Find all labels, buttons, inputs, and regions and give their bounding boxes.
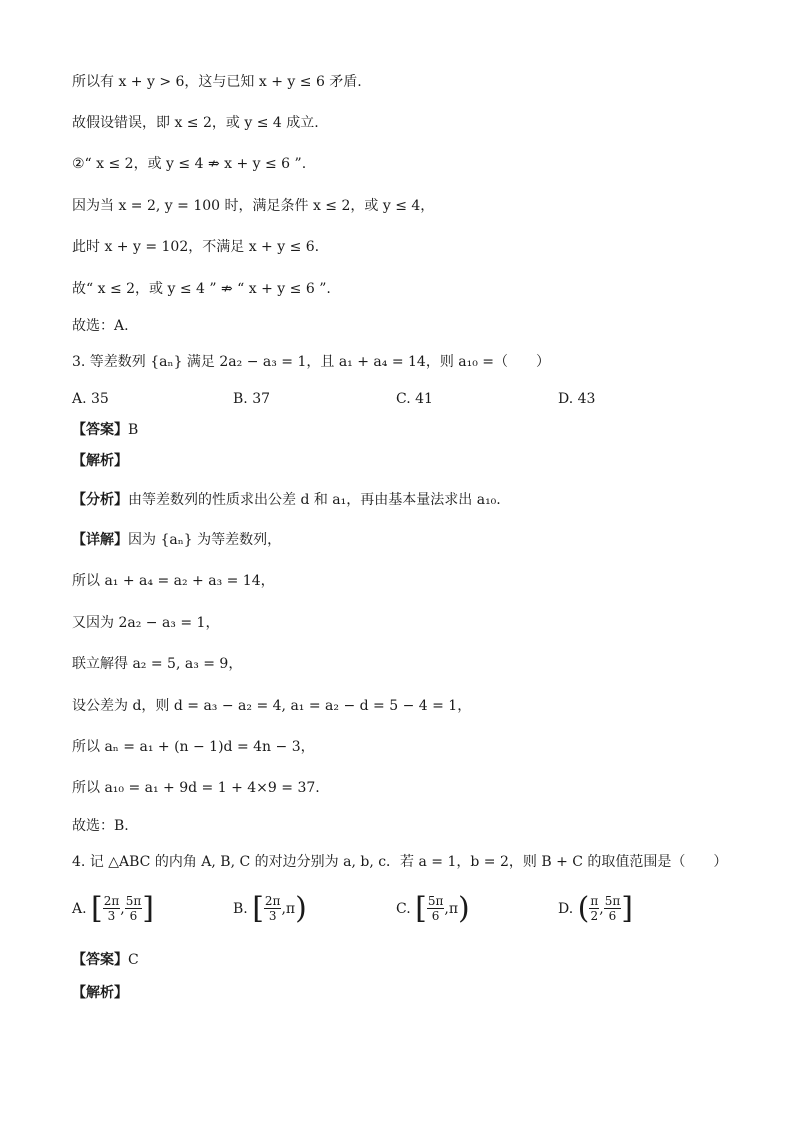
xiangjie-text: 因为 {aₙ} 为等差数列， <box>128 532 282 548</box>
frac-num: 2π <box>103 894 120 908</box>
frac-num: 2π <box>264 894 281 908</box>
q4-option-a <box>72 890 154 926</box>
question-4-stem: 4. 记 △ABC 的内角 A, B, C 的对边分别为 a, b, c．若 a = 1，b = 2，则 B + C 的取值范围是（ ） <box>72 854 728 870</box>
q3-option-b: B. 37 <box>233 391 271 407</box>
q3-answer <box>72 420 138 440</box>
option-label: A. <box>72 900 87 917</box>
analysis-tag: 【解析】 <box>72 453 128 469</box>
text-line: 此时 x + y = 102，不满足 x + y ≤ 6. <box>72 239 320 255</box>
frac-num: 5π <box>604 894 621 908</box>
frac-den: 3 <box>107 909 116 923</box>
solution-step: 所以 aₙ = a₁ + (n − 1)d = 4n − 3， <box>72 739 315 755</box>
bracket: ) <box>458 890 470 926</box>
q4-answer <box>72 950 139 970</box>
bracket: ] <box>621 890 633 926</box>
bracket: [ <box>252 890 264 926</box>
text-line: ②“ x ≤ 2，或 y ≤ 4 ⇏ x + y ≤ 6 ”. <box>72 156 307 172</box>
fenxi-tag: 【分析】 <box>72 492 128 508</box>
solution-step: 又因为 2a₂ − a₃ = 1， <box>72 615 220 631</box>
answer-tag: 【答案】 <box>72 952 128 968</box>
text-line: 故假设错误，即 x ≤ 2，或 y ≤ 4 成立. <box>72 115 319 131</box>
option-label: B. <box>233 900 248 917</box>
text-line: 所以有 x + y > 6，这与已知 x + y ≤ 6 矛盾. <box>72 74 362 90</box>
q3-fenxi <box>72 490 501 510</box>
frac-num: 5π <box>427 894 444 908</box>
text-line: 故选：A. <box>72 318 129 334</box>
frac-den: 6 <box>129 909 138 923</box>
frac-num: π <box>590 894 599 908</box>
question-3-stem: 3. 等差数列 {aₙ} 满足 2a₂ − a₃ = 1，且 a₁ + a₄ = 14，则 a₁₀ =（ ） <box>72 354 551 370</box>
q4-analysis-heading <box>72 983 128 1003</box>
q4-option-d <box>558 890 633 926</box>
q3-option-a: A. 35 <box>72 391 109 407</box>
q3-xiangjie <box>72 530 281 550</box>
frac-den: 6 <box>431 909 440 923</box>
bracket: ( <box>577 890 590 926</box>
q3-option-c: C. 41 <box>396 391 433 407</box>
solution-step: 所以 a₁ + a₄ = a₂ + a₃ = 14， <box>72 573 275 589</box>
solution-step: 联立解得 a₂ = 5, a₃ = 9， <box>72 656 243 672</box>
analysis-tag: 【解析】 <box>72 985 128 1001</box>
frac-den: 3 <box>268 909 277 923</box>
answer-value: B <box>128 422 139 438</box>
solution-step: 设公差为 d，则 d = a₃ − a₂ = 4, a₁ = a₂ − d = 5 − 4 = 1， <box>72 698 472 714</box>
sep: , <box>120 900 125 917</box>
sep: ,π <box>444 900 459 917</box>
option-label: D. <box>558 900 574 917</box>
q3-option-d: D. 43 <box>558 391 596 407</box>
xiangjie-tag: 【详解】 <box>72 532 128 548</box>
text-line: 因为当 x = 2, y = 100 时，满足条件 x ≤ 2，或 y ≤ 4， <box>72 198 435 214</box>
bracket: ) <box>295 890 307 926</box>
solution-step: 故选：B. <box>72 818 129 834</box>
frac-den: 6 <box>608 909 617 923</box>
text-line: 故“ x ≤ 2，或 y ≤ 4 ” ⇏ “ x + y ≤ 6 ”. <box>72 281 331 297</box>
option-label: C. <box>396 900 411 917</box>
bracket: [ <box>91 890 103 926</box>
solution-step: 所以 a₁₀ = a₁ + 9d = 1 + 4×9 = 37. <box>72 780 320 796</box>
sep: , <box>599 900 604 917</box>
q4-option-c <box>396 890 470 926</box>
bracket: [ <box>415 890 427 926</box>
frac-den: 2 <box>590 909 599 923</box>
sep: ,π <box>281 900 296 917</box>
q3-analysis-heading <box>72 451 128 471</box>
answer-tag: 【答案】 <box>72 422 128 438</box>
bracket: ] <box>142 890 154 926</box>
frac-num: 5π <box>125 894 142 908</box>
fenxi-text: 由等差数列的性质求出公差 d 和 a₁，再由基本量法求出 a₁₀. <box>128 492 501 508</box>
q4-option-b <box>233 890 307 926</box>
answer-value: C <box>128 952 139 968</box>
